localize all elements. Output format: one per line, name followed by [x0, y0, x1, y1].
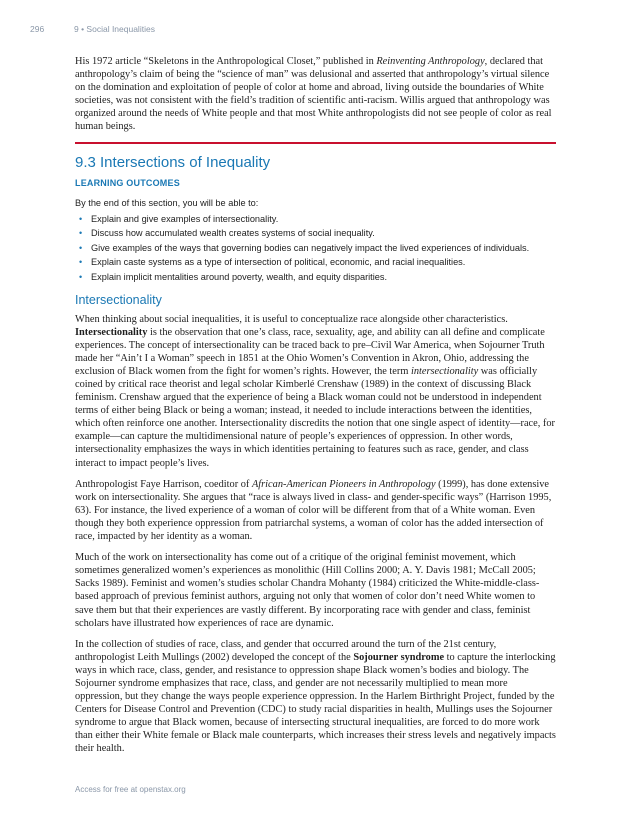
list-item — [79, 226, 556, 241]
body-text — [75, 313, 556, 756]
paragraph-text: is the observation that one’s class, race, sexuality, age, and ability can all define and complicate experiences. The concept of intersectionality can be traced back to pre–Civil War America, when Sojourner Truth made her “Ain’t I a Woman” speech in 1851 at the Ohio Women’s Convention in Akron, Ohio, addressing the exclusion of Black women from the fight for women’s rights. However, the term — [75, 326, 545, 377]
outcome-text: Give examples of the ways that governing bodies can negatively impact the lived experiences of individuals. — [91, 242, 530, 253]
paragraph-text: was officially coined by critical race theorist and legal scholar Kimberlé Crenshaw (1989) in the context of discussing Black feminism. Crenshaw argued that the experience of being a Black woman could not be understood in independent terms of either being Black or being a woman; instead, it needed to include interactions between the identities, which often reinforce one another. Intersectionality discredits the notion that one single aspect of identity—race, for example—can capture the multidimensional nature of people’s experiences of oppression. In other words, intersectionality emphasizes the ways in which identities pertaining to features such as race, gender, and class interact to impact people’s lives. — [75, 365, 555, 469]
paragraph-text: In the collection of studies of race, class, and gender that occurred around the turn of the 21st century, anthropologist Leith Mullings (2002) developed the concept of the — [75, 638, 497, 663]
running-header — [30, 22, 155, 36]
key-term: Sojourner syndrome — [353, 651, 445, 663]
intro-text-start: His 1972 article “Skeletons in the Anthropological Closet,” published in — [75, 56, 377, 67]
paragraph-text: (1999), has done extensive work on intersectionality. She argues that “race is always lived in class- and gender-specific ways” (Harrison 1995, 63). For instance, the lived experience of a woman of color will be different from that of a White woman. Even though they both experience oppression from patriarchal systems, a woman of color has the added intersection of race, impacted by her identity as a woman. — [75, 478, 552, 543]
outcome-text: Discuss how accumulated wealth creates systems of social inequality. — [91, 228, 375, 239]
subsection-title: Intersectionality — [75, 292, 162, 307]
list-item — [79, 241, 556, 256]
page-number: 296 — [30, 24, 45, 34]
learning-outcomes-intro: By the end of this section, you will be able to: — [75, 197, 259, 208]
intro-paragraph — [75, 55, 556, 134]
outcome-text: Explain implicit mentalities around poverty, wealth, and equity disparities. — [91, 271, 388, 282]
list-item — [79, 270, 556, 285]
bullet-icon: • — [79, 213, 83, 224]
intro-text-end: , declared that anthropology’s claim of being the “science of man” was delusional and asserted that anthropology’s virtual silence on the domination and exploitation of people of color at home and abroad, living outside the boundaries of White societies, was not consistent with the field’s tradition of scientific anti-racism. Willis argued that anthropology was organized around the needs of White people and that most White anthropologists did not see people of color as real human beings. — [75, 56, 552, 133]
paragraph-intersectionality-definition — [75, 313, 556, 470]
key-term: Intersectionality — [75, 326, 148, 338]
list-item — [79, 212, 556, 227]
book-title: African-American Pioneers in Anthropology — [251, 478, 436, 490]
paragraph-harrison — [75, 478, 556, 543]
section-title: 9.3 Intersections of Inequality — [75, 153, 271, 171]
intro-book-title: Reinventing Anthropology — [376, 56, 485, 67]
paragraph-text: to capture the interlocking ways in which race, class, gender, and resistance to oppression shape Black women’s bodies and biology. The Sojourner syndrome emphasizes that race, class, and gender are not necessarily multiplied to mean more oppression, but they change the ways people experience oppression. In the Harlem Birthright Project, funded by the Centers for Disease Control and Prevention (CDC) to study racial disparities in health, Mullings uses the Sojourner syndrome to argue that Black women, because of intersecting structural inequalities, are forced to do more work than either their White female or Black male counterparts, which increases their stress levels and negatively impacts their health. — [75, 651, 556, 755]
paragraph-feminist-critique: Much of the work on intersectionality has come out of a critique of the original feminist movement, which sometimes generalized women’s experiences as monolithic (Hill Collins 2000; A. Y. Davis 1981; McCall 2005; Sacks 1989). Feminist and women’s studies scholar Chandra Mohanty (1984) criticized the White-middle-class-based approach of previous feminist authors, arguing not only that women of color don’t need White women to save them but that their experiences are vastly different. By incorporating race with gender and class, feminist scholars have illustrated how experiences of race are dynamic. — [75, 552, 540, 629]
bullet-icon: • — [79, 271, 83, 282]
paragraph-text: When thinking about social inequalities, it is useful to conceptualize race alongside other characteristics. — [75, 313, 508, 325]
learning-outcomes-heading: LEARNING OUTCOMES — [75, 177, 180, 188]
learning-outcomes-list — [75, 212, 556, 285]
bullet-icon: • — [79, 228, 83, 239]
italic-term: intersectionality — [410, 365, 479, 377]
page-footer: Access for free at openstax.org — [75, 785, 186, 794]
page-content — [75, 55, 556, 764]
list-item — [79, 255, 556, 270]
outcome-text: Explain and give examples of intersectionality. — [91, 213, 279, 224]
chapter-title: 9 • Social Inequalities — [74, 24, 155, 34]
section-divider — [75, 142, 556, 144]
outcome-text: Explain caste systems as a type of intersection of political, economic, and racial inequalities. — [91, 257, 466, 268]
paragraph-text: Anthropologist Faye Harrison, coeditor of — [75, 478, 252, 490]
paragraph-sojourner-syndrome — [75, 638, 556, 756]
bullet-icon: • — [79, 257, 83, 268]
bullet-icon: • — [79, 242, 83, 253]
